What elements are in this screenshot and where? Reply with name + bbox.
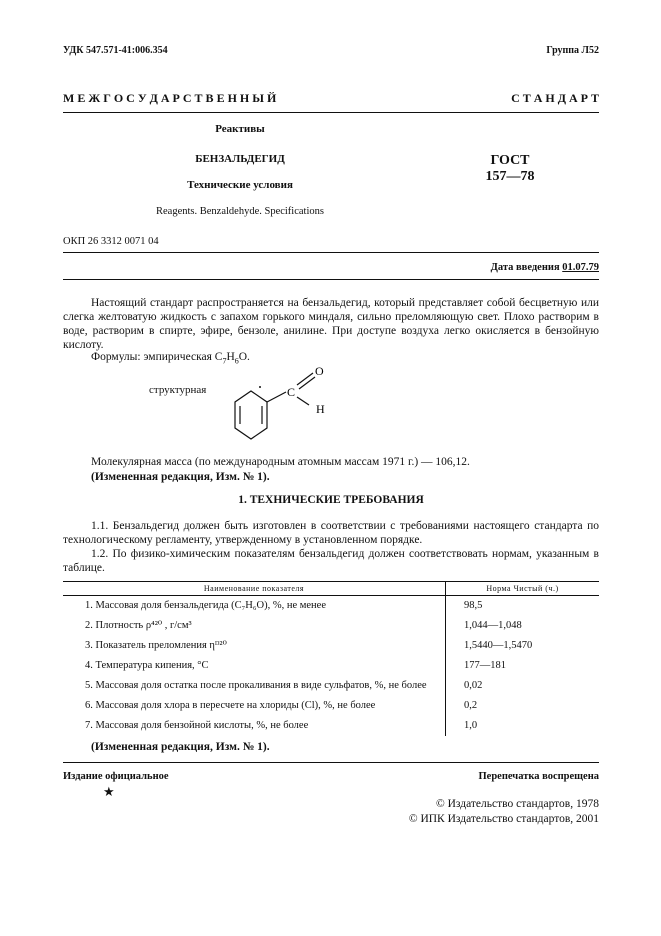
structural-formula-label: структурная xyxy=(149,384,207,396)
document-title: БЕНЗАЛЬДЕГИД xyxy=(195,153,285,165)
row-value: 98,5 xyxy=(446,596,600,617)
gost-code: 157—78 xyxy=(485,169,535,184)
copyright-1978: © Издательство стандартов, 1978 xyxy=(435,798,599,810)
table-row xyxy=(63,616,599,636)
divider xyxy=(63,762,599,763)
intro-paragraph: Настоящий стандарт распространяется на бензальдегид, который представляет собой бесцветную или слегка желтоватую жидкость с запахом горького миндаля, сильно преломляющую свет. Плохо растворим в воде, растворим в спирте, эфире, бензоле, анилине. При доступе воздуха легко окисляется в бензойную кислоту. xyxy=(63,297,599,351)
table-row xyxy=(63,716,599,736)
row-name: 5. Массовая доля остатка после прокаливания в виде сульфатов, %, не более xyxy=(85,680,427,691)
gost-number xyxy=(470,153,550,185)
atom-o: O xyxy=(315,364,324,378)
carbonyl-bond xyxy=(297,373,313,385)
ring-to-carbon-bond xyxy=(267,392,286,402)
date-value: 01.07.79 xyxy=(562,262,599,273)
category-label: Реактивы xyxy=(215,123,265,135)
row-name: 3. Показатель преломления ηᴰ²⁰ xyxy=(85,640,227,651)
table-row xyxy=(63,636,599,656)
row-name: 4. Температура кипения, °С xyxy=(85,660,209,671)
mezh-word: М Е Ж Г О С У Д А Р С Т В Е Н Н Ы Й xyxy=(63,91,277,105)
okp-code: ОКП 26 3312 0071 04 xyxy=(63,236,159,247)
c-h-bond xyxy=(297,397,309,405)
standart-word: С Т А Н Д А Р Т xyxy=(511,91,599,105)
column-header-name: Наименование показателя xyxy=(63,582,446,596)
table-row xyxy=(63,676,599,696)
star-icon: ★ xyxy=(103,784,115,799)
reprint-prohibited-label: Перепечатка воспрещена xyxy=(478,771,599,782)
clause-1-2: 1.2. По физико-химическим показателям бензальдегид должен соответствовать нормам, указанным в таблице. xyxy=(63,548,599,574)
copyright-2001: © ИПК Издательство стандартов, 2001 xyxy=(408,813,599,825)
row-name: 1. Массовая доля бензальдегида (C₇H₆O), %, не менее xyxy=(85,600,326,611)
benzaldehyde-structure xyxy=(225,360,345,455)
gost-label: ГОСТ xyxy=(490,153,530,168)
row-name: 2. Плотность ρ⁴²⁰ , г/см³ xyxy=(85,620,192,631)
amendment-note: (Измененная редакция, Изм. № 1). xyxy=(91,471,270,483)
section-heading: 1. ТЕХНИЧЕСКИЕ ТРЕБОВАНИЯ xyxy=(238,494,424,506)
row-value: 1,044—1,048 xyxy=(446,616,600,636)
row-value: 1,5440—1,5470 xyxy=(446,636,600,656)
date-label: Дата введения xyxy=(490,262,560,273)
udk-code: УДК 547.571-41:006.354 xyxy=(63,45,168,56)
divider xyxy=(63,252,599,253)
english-title: Reagents. Benzaldehyde. Specifications xyxy=(156,206,324,217)
table-row xyxy=(63,596,599,617)
clause-1-1: 1.1. Бензальдегид должен быть изготовлен в соответствии с требованиями настоящего стандарта по технологическому регламенту, утвержденному в установленном порядке. xyxy=(63,520,599,546)
atom-h: H xyxy=(316,402,325,416)
table-row xyxy=(63,656,599,676)
row-name: 6. Массовая доля хлора в пересчете на хлориды (Cl), %, не более xyxy=(85,700,376,711)
row-value: 177—181 xyxy=(446,656,600,676)
official-edition-label: Издание официальное xyxy=(63,771,169,782)
row-value: 0,02 xyxy=(446,676,600,696)
group-code: Группа Л52 xyxy=(546,45,599,56)
document-subtitle: Технические условия xyxy=(187,179,293,191)
column-header-norm: Норма Чистый (ч.) xyxy=(446,582,600,596)
divider xyxy=(63,279,599,280)
molecular-mass: Молекулярная масса (по международным атомным массам 1971 г.) — 106,12. xyxy=(91,456,470,468)
table-row xyxy=(63,696,599,716)
interstate-standard-heading xyxy=(63,91,599,106)
introduction-date xyxy=(491,262,599,273)
requirements-table xyxy=(63,581,599,736)
empirical-formula: Формулы: эмпирическая $C_7H_6O$. xyxy=(91,351,250,366)
row-name: 7. Массовая доля бензойной кислоты, %, не более xyxy=(85,720,309,731)
row-value: 1,0 xyxy=(446,716,600,736)
divider xyxy=(63,112,599,113)
amendment-note: (Измененная редакция, Изм. № 1). xyxy=(91,741,270,753)
row-value: 0,2 xyxy=(446,696,600,716)
atom-c: C xyxy=(287,385,296,399)
